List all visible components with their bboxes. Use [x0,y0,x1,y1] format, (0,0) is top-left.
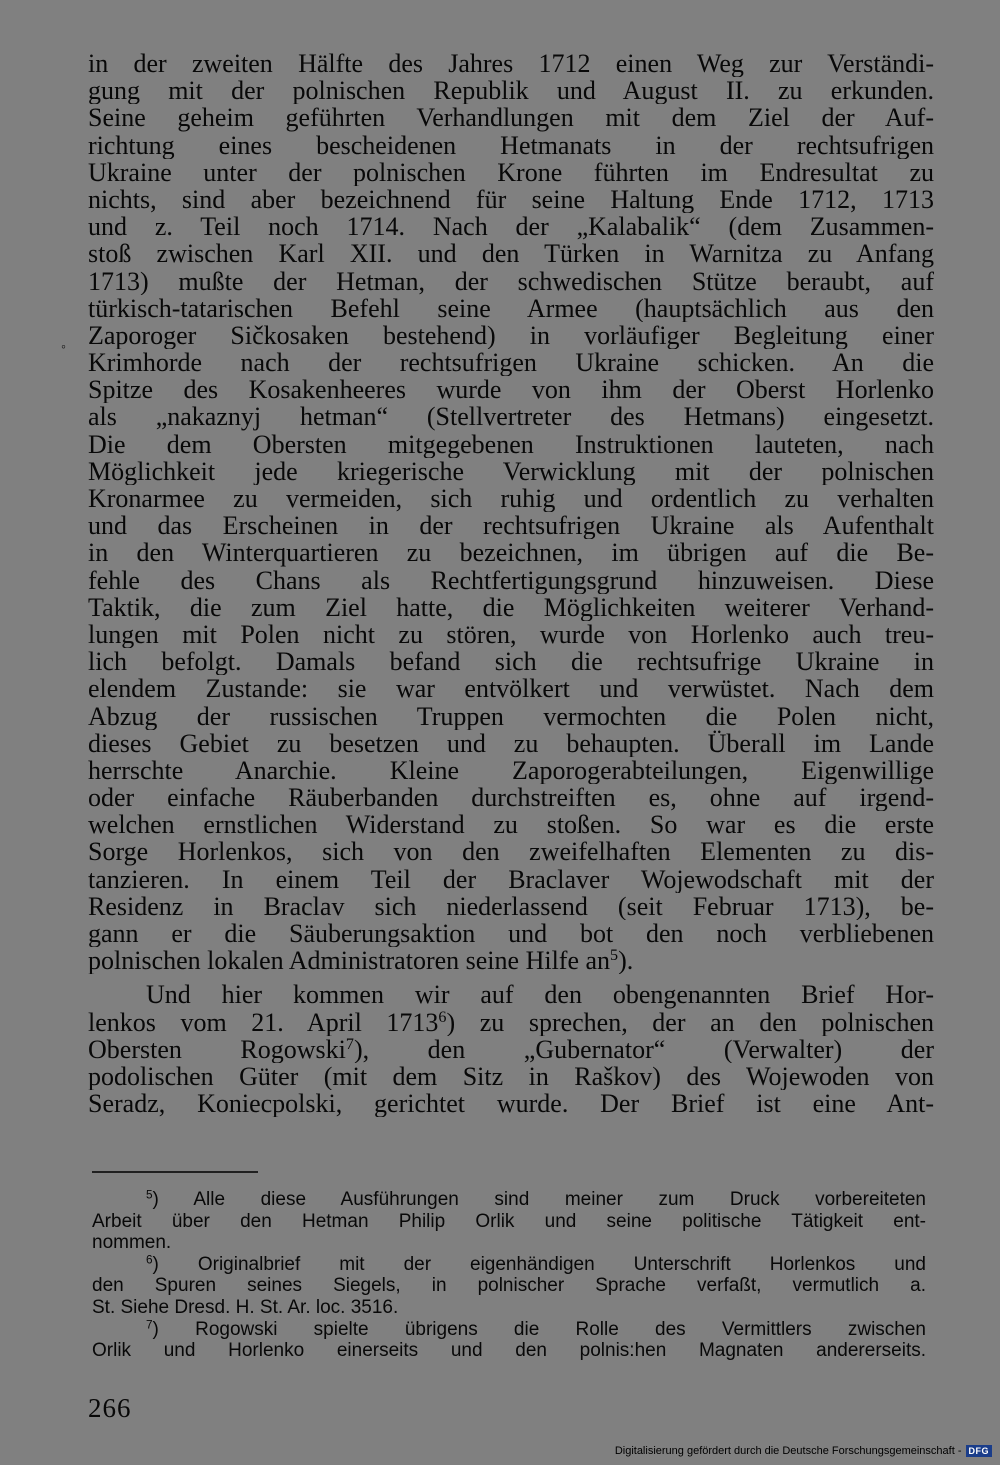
paragraph-1-line: lich befolgt. Damals befand sich die rechtsufrige Ukraine in [88,648,934,676]
paragraph-1-line: Möglichkeit jede kriegerische Verwicklung mit der polnischen [88,457,934,485]
paragraph-1-line: oder einfache Räuberbanden durchstreiften es, ohne auf irgend- [88,784,934,812]
paragraph-2-line: podolischen Güter (mit dem Sitz in Raškov) des Wojewoden von [88,1062,934,1091]
paragraph-1-line: lungen mit Polen nicht zu stören, wurde von Horlenko auch treu- [88,620,934,649]
paragraph-1-line: als „nakaznyj hetman“ (Stellvertreter des Hetmans) eingesetzt. [88,403,934,431]
paragraph-1-line: und z. Teil noch 1714. Nach der „Kalabalik“ (dem Zusammen- [88,213,934,241]
paragraph-1-line: tanzieren. In einem Teil der Braclaver Wojewodschaft mit der [88,865,934,893]
dfg-logo: DFG [966,1445,993,1457]
paragraph-1-line: Krimhorde nach der rechtsufrigen Ukraine schicken. An die [88,349,934,377]
paragraph-1-line: nichts, sind aber bezeichnend für seine Haltung Ende 1712, 1713 [88,185,934,214]
footnote-ref-5[interactable]: 5 [610,947,619,965]
digitization-credit [615,1443,992,1459]
footnote-separator [92,1171,258,1173]
paragraph-1-line: richtung eines bescheidenen Hetmanats in der rechtsufrigen [88,131,934,159]
paragraph-1-line: Sorge Horlenkos, sich von den zweifelhaften Elementen zu dis- [88,838,934,866]
paragraph-2-line: Seradz, Koniecpolski, gerichtet wurde. Der Brief ist eine Ant- [88,1090,934,1118]
footnote-ref-6[interactable]: 6 [438,1008,447,1026]
body-text [88,50,934,1117]
paragraph-1-line: Kronarmee zu vermeiden, sich ruhig und ordentlich zu verhalten [88,485,934,513]
paragraph-2 [88,981,934,1117]
footnote-7: $^7$) Rogowski spielte übrigens die Rolle des Vermittlers zwischen [146,1318,926,1340]
paragraph-1-line: herrschte Anarchie. Kleine Zaporogerabteilungen, Eigenwillige [88,756,934,785]
paragraph-1-line: in der zweiten Hälfte des Jahres 1712 einen Weg zur Verständi- [88,50,934,78]
paragraph-1-line: elendem Zustande: sie war entvölkert und verwüstet. Nach dem [88,675,934,703]
footnote-6-line: den Spuren seines Siegels, in polnischer Sprache verfaßt, vermutlich a. [92,1275,926,1297]
paragraph-1-line: Ukraine unter der polnischen Krone führten im Endresultat zu [88,158,934,186]
paragraph-1-line: fehle des Chans als Rechtfertigungsgrund hinzuweisen. Diese [88,566,934,594]
paragraph-1-line: Residenz in Braclav sich niederlassend (seit Februar 1713), be- [88,892,934,920]
paragraph-1-line: Die dem Obersten mitgegebenen Instruktionen lauteten, nach [88,430,934,458]
paragraph-1-line: und das Erscheinen in der rechtsufrigen Ukraine als Aufenthalt [88,512,934,540]
paragraph-1-line: stoß zwischen Karl XII. und den Türken in Warnitza zu Anfang [88,240,934,268]
paragraph-1-line: Zaporoger Sičkosaken bestehend) in vorläufiger Begleitung einer [88,321,934,350]
credit-text: Digitalisierung gefördert durch die Deutsche Forschungsgemeinschaft - [614,1445,962,1457]
paragraph-1-line: gann er die Säuberungsaktion und bot den noch verbliebenen [88,920,934,948]
footnote-5: $^5$) Alle diese Ausführungen sind meiner zum Druck vorbereiteten [146,1189,926,1210]
footnote-ref-7[interactable]: 7 [345,1035,354,1053]
paragraph-2-line: Obersten Rogowski$^7$), den „Gubernator“ (Verwalter) der [88,1035,934,1063]
paragraph-1-line: Abzug der russischen Truppen vermochten die Polen nicht, [88,702,934,730]
paragraph-1-line: Taktik, die zum Ziel hatte, die Möglichkeiten weiterer Verhand- [88,593,934,621]
paragraph-1-last-line: polnischen lokalen Administratoren seine Hilfe $an^5$). [88,947,634,975]
paragraph-1-line: welchen ernstlichen Widerstand zu stoßen. So war es die erste [88,811,934,839]
footnote-5-line: Arbeit über den Hetman Philip Orlik und seine politische Tätigkeit ent- [92,1210,926,1232]
margin-mark: ◦ [61,340,66,355]
paragraph-1-line: 1713) mußte der Hetman, der schwedischen Stütze beraubt, auf [88,267,934,295]
paragraph-1-line: Seine geheim geführten Verhandlungen mit dem Ziel der Auf- [88,104,934,132]
footnote-5-line: nommen. [92,1232,172,1254]
footnote-6-line: St. Siehe Dresd. H. St. Ar. loc. 3516. [92,1296,399,1318]
paragraph-1-line: gung mit der polnischen Republik und August II. zu erkunden. [88,77,934,105]
paragraph-1 [88,50,934,947]
paragraph-2-line: lenkos vom 21. April 1713$^6$) zu sprechen, der an den polnischen [88,1008,934,1036]
paragraph-1-line: türkisch-tatarischen Befehl seine Armee (hauptsächlich aus den [88,294,934,322]
paragraph-1-line: Spitze des Kosakenheeres wurde von ihm der Oberst Horlenko [88,376,934,404]
footnote-6: $^6$) Originalbrief mit der eigenhändigen Unterschrift Horlenkos und [146,1253,926,1275]
paragraph-2-line: Und hier kommen wir auf den obengenannten Brief Hor- [146,981,934,1009]
paragraph-1-line: dieses Gebiet zu besetzen und zu behaupten. Überall im Lande [88,729,934,757]
page-number: 266 [88,1393,132,1423]
footnote-7-line: Orlik und Horlenko einerseits und den polnis:hen Magnaten andererseits. [92,1340,926,1362]
paragraph-1-line: in den Winterquartieren zu bezeichnen, im übrigen auf die Be- [88,539,934,567]
footnotes [92,1189,926,1362]
